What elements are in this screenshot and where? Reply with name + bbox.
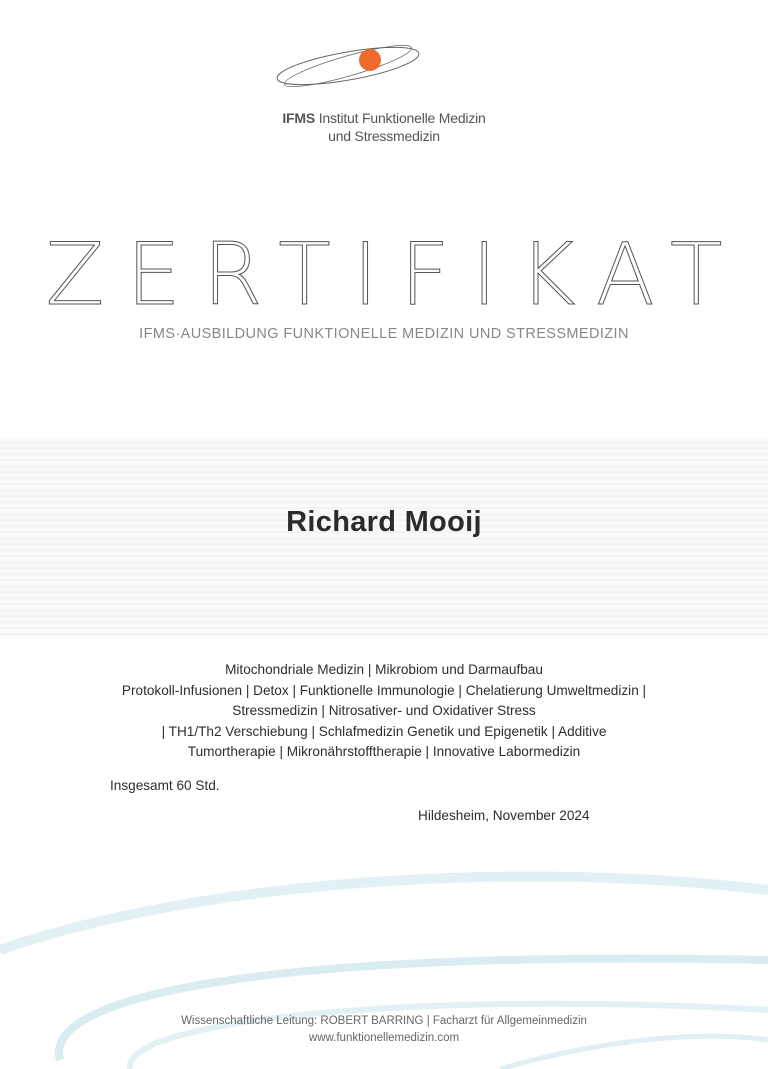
- ifms-logo: [268, 38, 428, 94]
- institute-name-line2: und Stressmedizin: [328, 128, 440, 144]
- module-list: [70, 660, 698, 763]
- certificate-title: ZERTIFIKAT: [45, 225, 745, 325]
- place-date: Hildesheim, November 2024: [418, 808, 590, 823]
- footer-scientific-lead: Wissenschaftliche Leitung: ROBERT BARRING | Facharzt für Allgemeinmedizin: [181, 1015, 587, 1027]
- module-line: Protokoll-Infusionen | Detox | Funktionelle Immunologie | Chelatierung Umweltmedizin |: [121, 682, 647, 698]
- module-line: Stressmedizin | Nitrosativer- und Oxidativer Stress: [232, 703, 536, 718]
- recipient-name: Richard Mooij: [286, 506, 482, 538]
- certificate-subtitle: IFMS·AUSBILDUNG FUNKTIONELLE MEDIZIN UND STRESSMEDIZIN: [139, 326, 629, 342]
- module-line: Mitochondriale Medizin | Mikrobiom und Darmaufbau: [225, 662, 543, 677]
- total-hours: Insgesamt 60 Std.: [110, 778, 220, 793]
- module-line: Tumortherapie | Mikronährstofftherapie | Innovative Labormedizin: [187, 744, 581, 759]
- module-line: | TH1/Th2 Verschiebung | Schlafmedizin Genetik und Epigenetik | Additive: [161, 723, 607, 739]
- institute-name-line1: IFMS Institut Funktionelle Medizin: [282, 110, 486, 126]
- footer-website: www.funktionellemedizin.com: [308, 1032, 460, 1044]
